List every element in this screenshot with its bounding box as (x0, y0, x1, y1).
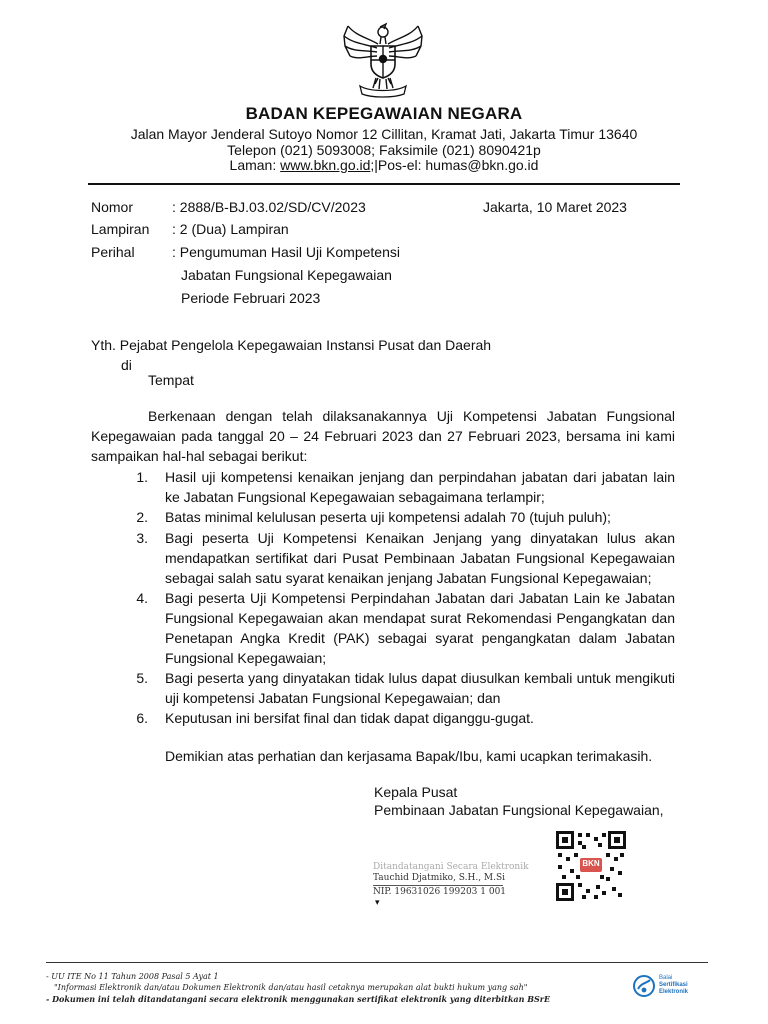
perihal-line-3: Periode Februari 2023 (181, 290, 321, 306)
caret-down-icon: ▾ (375, 897, 380, 907)
email-text: ;|Pos-el: humas@bkn.go.id (370, 157, 539, 173)
list-item-number: 4. (136, 590, 148, 606)
qr-code-icon[interactable] (556, 831, 626, 901)
list-item-text: Bagi peserta Uji Kompetensi Kenaikan Jenjang yang dinyatakan lulus akan (165, 530, 675, 546)
list-item-text: uji kompetensi Jabatan Fungsional Kepegawaian; dan (165, 690, 501, 706)
esign-note: Ditandatangani Secara Elektronik (373, 862, 529, 872)
footer-divider (46, 962, 708, 963)
list-item-text: Penetapan Angka Kredit (PAK) sebagai syarat pengangkatan dalam Jabatan (165, 630, 675, 646)
perihal-line-2: Jabatan Fungsional Kepegawaian (181, 267, 392, 283)
bsre-label-line: Balai (659, 975, 673, 981)
addressee-line: Yth. Pejabat Pengelola Kepegawaian Instansi Pusat dan Daerah (91, 337, 492, 353)
perihal-label: Perihal (91, 244, 135, 260)
perihal-line-1: : Pengumuman Hasil Uji Kompetensi (172, 244, 400, 260)
closing-statement: Demikian atas perhatian dan kerjasama Bapak/Ibu, kami ucapkan terimakasih. (165, 748, 653, 764)
bsre-label-line: Sertifikasi (659, 982, 688, 988)
footer-quote: "Informasi Elektronik dan/atau Dokumen Elektronik dan/atau hasil cetaknya merupakan alat bukti hukum yang sah" (54, 983, 528, 992)
list-item-text: sebagai salah satu syarat kenaikan jenjang Jabatan Fungsional Kepegawaian; (165, 570, 652, 586)
intro-line-3: sampaikan hal-hal sebagai berikut: (91, 448, 308, 464)
signatory-nip: NIP. 19631026 199203 1 001 (373, 887, 507, 897)
list-item-text: Bagi peserta yang dinyatakan tidak lulus dapat diusulkan kembali untuk mengikuti (165, 670, 675, 686)
list-item-text: mendapatkan sertifikat dari Pusat Pembinaan Jabatan Fungsional Kepegawaian (165, 550, 675, 566)
letter-date: Jakarta, 10 Maret 2023 (483, 199, 627, 215)
web-label: Laman: (229, 157, 281, 173)
letterhead-contacts (0, 157, 768, 173)
list-item-text: ke Jabatan Fungsional Kepegawaian sebagaimana terlampir; (165, 489, 545, 505)
signature-underline (373, 885, 503, 886)
list-item-text: Fungsional Kepegawaian; (165, 650, 327, 666)
list-item-number: 6. (136, 710, 148, 726)
letterhead-address: Jalan Mayor Jenderal Sutoyo Nomor 12 Cillitan, Kramat Jati, Jakarta Timur 13640 (130, 126, 638, 142)
website-link[interactable]: www.bkn.go.id (280, 157, 371, 173)
list-item-text: Hasil uji kompetensi kenaikan jenjang dan perpindahan jabatan dari jabatan lain (165, 469, 675, 485)
organization-name: BADAN KEPEGAWAIAN NEGARA (245, 104, 523, 123)
nomor-value: : 2888/B-BJ.03.02/SD/CV/2023 (172, 199, 366, 215)
lampiran-label: Lampiran (91, 221, 150, 237)
list-item-text: Keputusan ini bersifat final dan tidak dapat diganggu-gugat. (165, 710, 534, 726)
list-item-number: 1. (136, 469, 148, 485)
bsre-label-line: Elektronik (659, 989, 689, 995)
signatory-title-1: Kepala Pusat (374, 784, 458, 800)
bsre-logo-icon (632, 974, 656, 998)
bsre-label (659, 975, 688, 996)
list-item-number: 5. (136, 670, 148, 686)
list-item-text: Fungsional Kepegawaian akan mendapat surat Rekomendasi Pengangkatan dan (165, 610, 675, 626)
signatory-title-2: Pembinaan Jabatan Fungsional Kepegawaian, (374, 802, 664, 818)
qr-badge-label: BKN (582, 859, 600, 868)
addressee-di: di (121, 357, 132, 373)
list-item-text: Bagi peserta Uji Kompetensi Perpindahan Jabatan dari Jabatan Lain ke Jabatan (165, 590, 675, 606)
garuda-emblem-icon (340, 22, 426, 100)
letterhead-phone: Telepon (021) 5093008; Faksimile (021) 8090421p (227, 142, 541, 158)
list-item-number: 2. (136, 509, 148, 525)
intro-line-2: Kepegawaian pada tanggal 20 – 24 Februari 2023 dan 27 Februari 2023, bersama ini kami (91, 428, 675, 444)
nomor-label: Nomor (91, 199, 134, 215)
list-item-number: 3. (136, 530, 148, 546)
list-item-text: Batas minimal kelulusan peserta uji kompetensi adalah 70 (tujuh puluh); (165, 509, 611, 525)
footer-esign-statement: - Dokumen ini telah ditandatangani secara elektronik menggunakan sertifikat elektronik yang diterbitkan BSrE (46, 994, 551, 1004)
letterhead-divider (88, 183, 680, 185)
lampiran-value: : 2 (Dua) Lampiran (172, 221, 289, 237)
signatory-name: Tauchid Djatmiko, S.H., M.Si (373, 873, 506, 883)
addressee-place: Tempat (148, 372, 194, 388)
footer-law-ref: - UU ITE No 11 Tahun 2008 Pasal 5 Ayat 1 (46, 972, 219, 981)
intro-line-1: Berkenaan dengan telah dilaksanakannya Uji Kompetensi Jabatan Fungsional (148, 408, 675, 424)
